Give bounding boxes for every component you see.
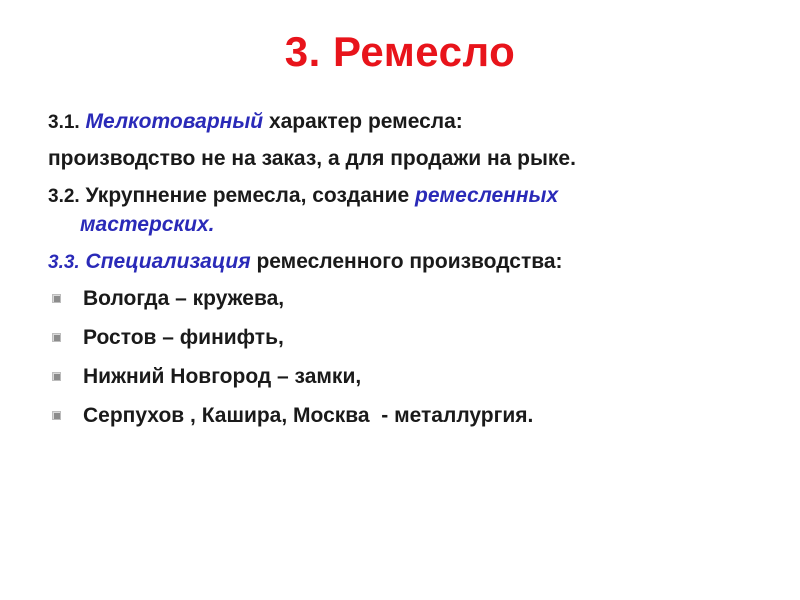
list-item-text: Нижний Новгород – замки, xyxy=(83,364,362,388)
paragraph-text: Укрупнение ремесла, создание xyxy=(85,183,410,207)
highlighted-term: мастерских. xyxy=(80,212,215,236)
square-bullet-icon xyxy=(52,333,61,342)
list-item xyxy=(48,402,768,431)
paragraph-text: ремесленного производства: xyxy=(256,249,563,273)
list-item-text: Вологда – кружева, xyxy=(83,286,285,310)
list-item-text: Ростов – финифть, xyxy=(83,325,284,349)
paragraph-3-3 xyxy=(48,248,768,277)
highlighted-term: Специализация xyxy=(85,249,251,273)
list-item xyxy=(48,363,768,392)
paragraph-3-2 xyxy=(48,182,768,211)
paragraph-number: 3.1. xyxy=(48,112,80,133)
list-item xyxy=(48,285,768,314)
paragraph-3-2-wrap xyxy=(48,211,768,240)
paragraph-3-1-continuation: производство не на заказ, а для продажи на рыке. xyxy=(48,146,576,170)
paragraph-text: характер ремесла: xyxy=(268,110,463,133)
highlighted-term: Мелкотоварный xyxy=(85,110,264,133)
highlighted-term: ремесленных xyxy=(415,183,559,207)
list-item-text: Серпухов , Кашира, Москва - металлургия. xyxy=(83,403,534,427)
bullet-list xyxy=(48,285,768,431)
slide-title: 3. Ремесло xyxy=(284,28,516,75)
paragraph-number: 3.2. xyxy=(48,185,80,207)
square-bullet-icon xyxy=(52,372,61,381)
paragraph-3-1 xyxy=(48,108,768,137)
slide-content xyxy=(48,108,768,441)
paragraph-number: 3.3. xyxy=(48,251,80,273)
square-bullet-icon xyxy=(52,411,61,420)
square-bullet-icon xyxy=(52,294,61,303)
list-item xyxy=(48,324,768,353)
